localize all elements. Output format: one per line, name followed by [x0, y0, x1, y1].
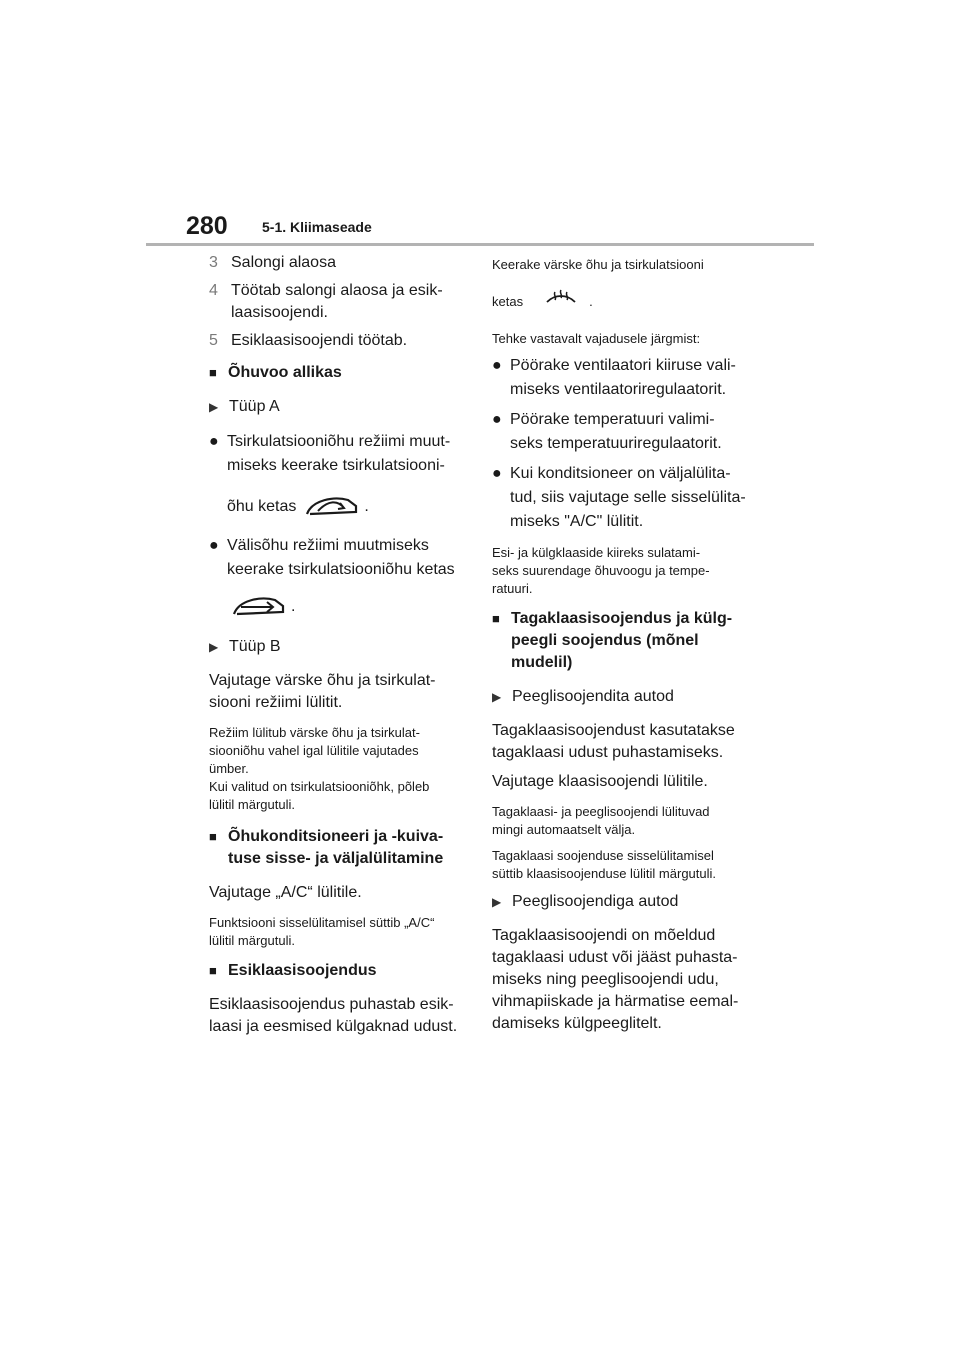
step-text: Salongi alaosa [231, 254, 336, 271]
inline-text: . [589, 293, 593, 309]
paragraph-windshield-defogger: Esiklaasisoojendus puhastab esik- laasi ja eesmised külgaknad udust. [209, 996, 458, 1035]
square-bullet-icon: ■ [209, 829, 217, 844]
subheading-text: Peeglisoojendita autod [512, 688, 674, 705]
header-divider [146, 243, 814, 246]
square-bullet-icon: ■ [492, 611, 500, 626]
paragraph-ac: Vajutage „A/C“ lülitile. [209, 884, 362, 901]
square-bullet-icon: ■ [209, 365, 217, 380]
heading-air-source [209, 362, 471, 384]
bullet-text: Kui konditsioneer on väljalülita- tud, siis vajutage selle sisselülita- miseks "A/C" lülitit. [510, 465, 746, 530]
bullet-temperature [492, 408, 760, 456]
square-bullet-icon: ■ [209, 963, 217, 978]
defroster-icon [543, 286, 579, 316]
bullet-text: Pöörake temperatuuri valimi- seks temperatuuriregulaatorit. [510, 411, 722, 452]
bullet-text: Välisõhu režiimi muutmiseks keerake tsirkulatsiooniõhu ketas [227, 537, 455, 578]
outside-air-dial-line [227, 592, 471, 622]
paragraph-do-following: Tehke vastavalt vajadusele järgmist: [492, 331, 701, 346]
bullet-text: Tsirkulatsiooniõhu režiimi muut- miseks keerake tsirkulatsiooni- [227, 433, 451, 474]
step-text: Esiklaasisoojendi töötab. [231, 332, 408, 349]
subheading-no-mirror-heaters [492, 686, 760, 708]
note-indicator: Tagaklaasi soojenduse sisselülitamisel süttib klaasisoojenduse lülitil märgutuli. [492, 848, 717, 881]
step-3 [209, 252, 471, 274]
heading-ac [209, 826, 471, 870]
paragraph-type-b: Vajutage värske õhu ja tsirkulat- siooni režiimi lülitit. [209, 672, 436, 711]
paragraph-rear-defogger-use: Tagaklaasisoojendust kasutatakse tagaklaasi udust puhastamiseks. [492, 722, 735, 761]
step-5 [209, 330, 471, 352]
outside-air-icon [231, 592, 289, 622]
triangle-bullet-icon: ▶ [492, 895, 502, 909]
subheading-type-a [209, 396, 471, 418]
subheading-with-mirror-heaters [492, 891, 760, 913]
paragraph-press-switch: Vajutage klaasisoojendi lülitile. [492, 773, 708, 790]
subheading-text: Tüüp A [229, 398, 280, 415]
heading-text: Õhuvoo allikas [228, 364, 342, 381]
subheading-text: Tüüp B [229, 638, 281, 655]
bullet-text: Pöörake ventilaatori kiiruse vali- miseks ventilaatoriregulaatorit. [510, 357, 736, 398]
step-number: 3 [209, 254, 218, 271]
subheading-type-b [209, 636, 471, 658]
bullet-dot-icon: ● [492, 357, 502, 374]
triangle-bullet-icon: ▶ [209, 640, 219, 654]
left-column [209, 252, 471, 1045]
bullet-dot-icon: ● [492, 465, 502, 482]
heading-text: Esiklaasisoojendus [228, 962, 377, 979]
triangle-bullet-icon: ▶ [492, 690, 502, 704]
recirculation-dial-line [227, 492, 471, 522]
heading-text: Tagaklaasisoojendus ja külg- peegli soojendus (mõnel mudelil) [511, 610, 733, 671]
heading-windshield-defogger [209, 960, 471, 982]
bullet-dot-icon: ● [492, 411, 502, 428]
bullet-ac-switch [492, 462, 760, 534]
triangle-bullet-icon: ▶ [209, 400, 219, 414]
bullet-recirculation [209, 430, 471, 478]
step-text: Töötab salongi alaosa ja esik- laasisoojendi. [231, 282, 443, 321]
subheading-text: Peeglisoojendiga autod [512, 893, 679, 910]
note-defrost: Esi- ja külgklaaside kiireks sulatami- seks suurendage õhuvoogu ja tempe- ratuuri. [492, 545, 710, 596]
heading-text: Õhukonditsioneeri ja -kuiva- tuse sisse- ja väljalülitamine [228, 828, 444, 867]
dial-line [492, 286, 760, 316]
bullet-outside-air [209, 534, 471, 582]
heading-rear-defogger [492, 608, 760, 674]
note-auto-off: Tagaklaasi- ja peeglisoojendi lülituvad mingi automaatselt välja. [492, 804, 710, 837]
paragraph-mirror-heaters: Tagaklaasisoojendi on mõeldud tagaklaasi udust või jääst puhasta- miseks ning peeglisoojendi udu, vihmapiiskade ja härmatise eemal- damiseks külgpeeglitelt. [492, 927, 739, 1032]
recirculation-air-icon [304, 492, 362, 522]
inline-text: õhu ketas [227, 498, 297, 515]
note-type-b: Režiim lülitub värske õhu ja tsirkulat- siooniõhu vahel igal lülitile vajutades ümber. Kui valitud on tsirkulatsiooniõhk, põleb lülitil märgutuli. [209, 725, 430, 812]
note-ac: Funktsiooni sisselülitamisel süttib „A/C“ lülitil märgutuli. [209, 915, 435, 948]
inline-text: . [364, 498, 369, 515]
page-number: 280 [186, 212, 228, 240]
step-number: 4 [209, 282, 218, 299]
bullet-fan-speed [492, 354, 760, 402]
bullet-dot-icon: ● [209, 537, 219, 554]
step-number: 5 [209, 332, 218, 349]
inline-text: ketas [492, 293, 524, 309]
section-title: 5-1. Kliimaseade [262, 219, 372, 235]
right-column [492, 252, 760, 1042]
bullet-dot-icon: ● [209, 433, 219, 450]
paragraph-dial: Keerake värske õhu ja tsirkulatsiooni [492, 257, 704, 272]
inline-text: . [291, 598, 296, 615]
step-4 [209, 280, 471, 324]
